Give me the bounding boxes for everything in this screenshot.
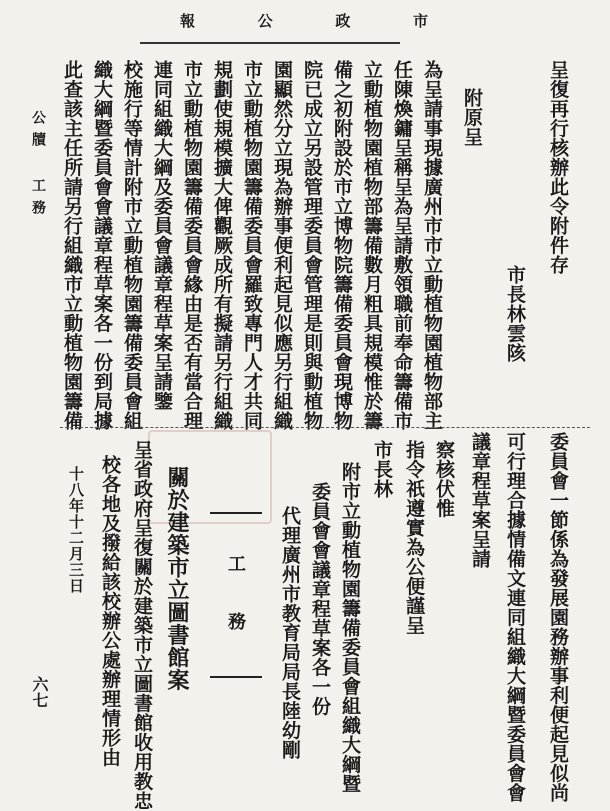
lower-col-7: 附市立動植物園籌備委員會組織大綱暨 xyxy=(339,462,361,794)
upper-col-4: 為呈請事現據廣州市市立動植物園植物部主 xyxy=(421,60,443,431)
lower-col-5: 指令祇遵實為公便謹呈 xyxy=(403,440,425,635)
article-body-1: 呈省政府呈復關於建築市立圖書館收用教忠 xyxy=(131,440,153,811)
section-title-box xyxy=(210,512,262,678)
upper-col-16: 此查該主任所請另行組織市立動植物園籌備 xyxy=(61,60,83,431)
page-number: 六七 xyxy=(30,676,49,708)
upper-col-13: 連同組織大綱及委員會議章程草案呈請鑒 xyxy=(151,60,173,411)
lower-col-4: 察核伏惟 xyxy=(433,440,455,518)
upper-col-3: 附原呈 xyxy=(461,88,483,147)
upper-col-2: 市長林雲陔 xyxy=(504,265,526,363)
lower-col-6: 市長林 xyxy=(371,440,393,499)
upper-col-5: 任陳煥鏞呈稱呈為呈請敷領職前奉命籌備市 xyxy=(391,60,413,431)
section-divider xyxy=(60,427,590,428)
header-rule xyxy=(140,42,400,44)
upper-col-1: 呈復再行核辦此令附件存 xyxy=(547,60,569,275)
header-char-shi: 市 xyxy=(412,12,430,30)
upper-col-10: 市立動植物園籌備委員會羅致專門人才共同 xyxy=(241,60,263,431)
header-char-bao: 報 xyxy=(180,12,198,30)
margin-label: 公牘 工務 xyxy=(30,110,46,222)
upper-col-8: 院已成立另設管理委員會管理是則與動植物 xyxy=(301,60,323,431)
article-body-2: 校各地及撥給該校辦公處辦理情形由 xyxy=(99,455,121,767)
upper-col-12: 市立動植物園籌備委員會緣由是否有當合理 xyxy=(181,60,203,431)
header-char-gong: 公 xyxy=(257,12,275,30)
lower-col-3: 議章程草案呈請 xyxy=(469,432,491,569)
upper-col-6: 立動植物園植物部籌備數月粗具規模惟於籌 xyxy=(361,60,383,431)
upper-col-7: 備之初附設於市立博物院籌備委員會現博物 xyxy=(331,60,353,431)
lower-col-8: 委員會會議章程草案各一份 xyxy=(309,482,331,716)
lower-col-1: 委員會一節係為發展園務辦事利便起見似尚 xyxy=(547,432,569,803)
lower-col-9: 代理廣州市教育局局長陸幼剛 xyxy=(279,506,301,760)
header-char-zheng: 政 xyxy=(335,12,353,30)
upper-col-9: 園顯然分立現為辦事便利起見似應另行組織 xyxy=(271,60,293,431)
section-title: 工務 xyxy=(225,554,246,670)
article-date: 十八年十二月三日 xyxy=(67,466,85,594)
article-heading: 關於建築市立圖書館案 xyxy=(164,466,190,691)
page-header xyxy=(180,10,430,31)
upper-col-11: 規劃使規模擴大俾觀厥成所有擬請另行組織 xyxy=(211,60,233,431)
upper-col-15: 織大綱暨委員會會議章程草案各一份到局據 xyxy=(91,60,113,431)
lower-col-2: 可行理合據情備文連同組織大綱暨委員會會 xyxy=(504,432,526,803)
upper-col-14: 校施行等情計附市立動植物園籌備委員會組 xyxy=(121,60,143,431)
